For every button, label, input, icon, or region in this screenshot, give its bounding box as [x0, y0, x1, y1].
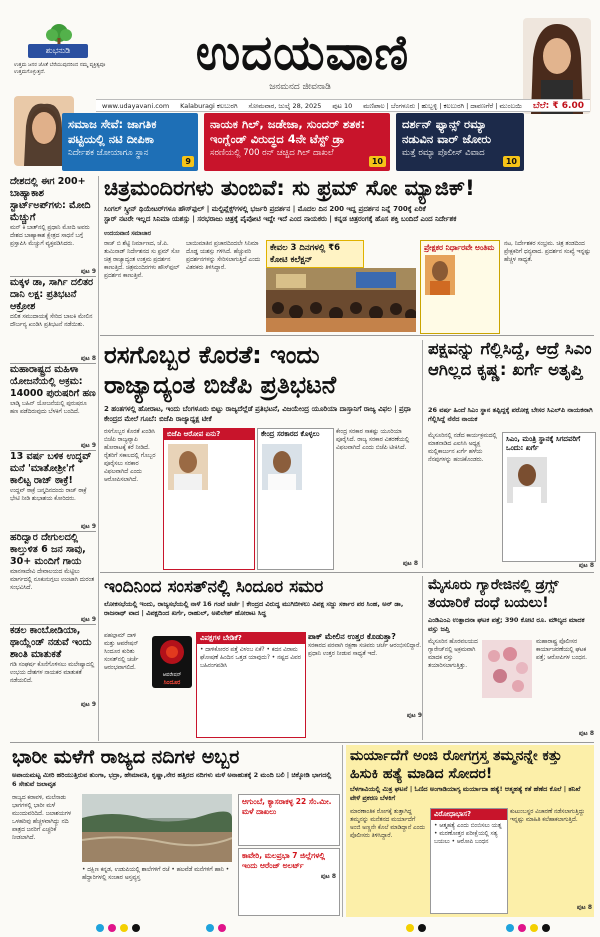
lead-body: ಕೇಂದ್ರ ಸರಕಾರ ಸಾಕಷ್ಟು ಯೂರಿಯಾ ಪೂರೈಸಿದೆ. ರಾಜ್ಯ ಸರಕಾರ ವಿತರಣೆಯಲ್ಲಿ ವಿಫಲವಾಗಿದೆ ಎಂದು ಬಿಜೆಪಿ ಟೀಕಿಸಿದೆ.: [336, 429, 410, 451]
director-photo: [425, 255, 455, 295]
drugs-headline[interactable]: ಮೈಸೂರು ಗ್ಯಾರೇಜಿನಲ್ಲಿ ಡ್ರಗ್ಸ್ ತಯಾರಿಕೆ ದಂಧೆ ಬಯಲು!: [428, 577, 559, 611]
top-story-deck: [104, 204, 594, 224]
kharge-box: [502, 432, 596, 562]
page-badge: 10: [503, 156, 520, 167]
page-badge: 10: [369, 156, 386, 167]
honour-box: [430, 808, 508, 914]
rain-box-2: [238, 848, 340, 916]
strip-headline: ನಾಯಕ ಗಿಲ್, ಜಡೇಜಾ, ಸುಂದರ್ ಶತಕ: ಇಂಗ್ಲೆಂಡ್ ವಿರುದ್ಧದ 4ನೇ ಟೆಸ್ಟ್ ಡ್ರಾ: [210, 117, 366, 146]
brief-headline[interactable]: ಕಡಲ ಕಾಂಬೋಡಿಯಾ, ಥಾಯ್ಲೆಂಡ್ ನಡುವೆ ಇಂದು ಶಾಂತಿ ಮಾತುಕತೆ: [10, 625, 92, 660]
brief-body: ಮನ್ ಕಿ ಬಾತ್‌ನಲ್ಲಿ ಪ್ರಧಾನಿ ಮೋದಿ ಅವರು ದೇಶದ ಬಾಹ್ಯಾಕಾಶ ಕ್ಷೇತ್ರದ ಸಾಧನೆ ಬಗ್ಗೆ ಪ್ರಸ್ತಾಪಿಸಿ ಮೆಚ್ಚುಗೆ ವ್ಯಕ್ತಪಡಿಸಿದರು.: [10, 225, 90, 247]
rain-list: • ದಕ್ಷಿಣ ಕನ್ನಡ, ಉಡುಪಿಯಲ್ಲಿ ಶಾಲೆಗಳಿಗೆ ರಜೆ • ಹಲವೆಡೆ ಮನೆಗಳಿಗೆ ಹಾನಿ • ಹೆದ್ದಾರಿಗಳಲ್ಲಿ ಸಂಚಾರ ಅಸ್ತವ್ಯಸ್ತ: [82, 867, 230, 881]
strip-deepika[interactable]: [62, 113, 198, 171]
parliament-deck: ಲೋಕಸಭೆಯಲ್ಲಿ ಇಂದು, ರಾಜ್ಯಸಭೆಯಲ್ಲಿ ನಾಳೆ 16 ಗಂಟೆ ಚರ್ಚೆ | ಕೇಂದ್ರದ ವಿರುದ್ಧ ಮುಗಿಬೀಳಲು ವಿಪಕ್ಷ ಸಜ್ಜು ಸರ್ಕಾರ ಪರ ಸಿಂಹ, ಅನ್‌ ಡಾ, ರಾಜನಾಥ್ ವಾದ | ವಿಪಕ್ಷದಿಂದ ಖರ್ಗೆ, ರಾಹುಲ್, ಅಖಿಲೇಶ್ ಹೋರಾಟ ಸಿದ್ಧ: [104, 600, 404, 617]
parliament-box-body: ಸರಕಾರದ ಪರವಾಗಿ ರಕ್ಷಣಾ ಸಚಿವರು ಚರ್ಚೆ ಆರಂಭಿಸಲಿದ್ದಾರೆ. ಪ್ರಧಾನಿ ಉತ್ತರ ನೀಡುವ ಸಾಧ್ಯತೆ ಇದೆ.: [308, 643, 422, 657]
collection-box: [266, 240, 364, 268]
honour-body: ಮಾರಣಾಂತಿಕ ರೋಗಕ್ಕೆ ತುತ್ತಾಗಿದ್ದ ತಮ್ಮನನ್ನು ಮನೆತನದ ಮರ್ಯಾದೆಗೆ ಅಂಜಿ ಅಣ್ಣನೇ ಕೊಲೆ ಮಾಡಿದ್ದಾನೆ ಎಂದು ಪೊಲೀಸರು ತಿಳಿಸಿದ್ದಾರೆ.: [350, 809, 425, 839]
logo-badge: ಶುಭನುಡಿ: [28, 44, 88, 58]
brief-body: ದಲಿತ ಸಮುದಾಯಕ್ಕೆ ಸೇರಿದ ಬಾಲಕಿ ಮೇಲಿನ ದೌರ್ಜನ್ಯ ಖಂಡಿಸಿ ಪ್ರತಿಭಟನೆ ನಡೆಯಿತು.: [10, 314, 93, 328]
logo-text: ಸಿಂದೂರ: [163, 679, 181, 686]
page-ref: ಪುಟ 9: [80, 616, 96, 623]
lead-deck: 2 ಹಂತಗಳಲ್ಲಿ ಹೋರಾಟ, ಇಂದು ಬೆಂಗಳೂರು ಬಿಟ್ಟು ರಾಜ್ಯದೆಲ್ಲೆಡೆ ಪ್ರತಿಭಟನೆ, ವಿಜಯೇಂದ್ರ ಯೂರಿಯಾ ದಾಸ್ತಾನಿಗೆ ರಾಜ್ಯ ವಿಫಲ | ಪ್ರಧಾ ಕೇಂದ್ರದ ಮೇಲೆ ಗೂಬೆ: ಬಿಜೆಪಿ ರಾಜ್ಯಾಧ್ಯಕ್ಷ ಟೀಕೆ: [104, 405, 411, 423]
operation-sindoor-logo: [152, 636, 192, 688]
drugs-body: ಮಹಾರಾಷ್ಟ್ರ ಪೊಲೀಸರ ಕಾರ್ಯಾಚರಣೆಯಲ್ಲಿ ಘಟಕ ಪತ್ತೆ; ಆರೋಪಿಗಳ ಬಂಧನ.: [536, 639, 587, 661]
strip-ramya[interactable]: [396, 113, 524, 171]
brief-headline[interactable]: ಹರಿದ್ವಾರ ದೇಗುಲದಲ್ಲಿ ಕಾಲ್ತುಳಿತ 6 ಜನ ಸಾವು, 30+ ಮಂದಿಗೆ ಗಾಯ: [10, 532, 86, 567]
edition-label: Kalaburagi ಕಲಬುರಗಿ: [180, 102, 238, 110]
theatre-crowd-photo: [266, 268, 416, 332]
page-ref: ಪುಟ 9: [80, 442, 96, 449]
strip-sub: ಮತ್ತೆ ರಮ್ಯಾ ಪೊಲೀಸ್ ವಿವಾದ: [402, 148, 485, 158]
top-story-headline[interactable]: ಚಿತ್ರಮಂದಿರಗಳು ತುಂಬಿವೆ: ಸು ಫ್ರಮ್ ಸೋ ಮ್ಯಾಜಿಕ್!: [104, 176, 475, 200]
logo-note: ಉತ್ತಮ ಜನರ ಜೊತೆ ಬೆರೆಯುವುದರಿಂದ ನಮ್ಮ ವ್ಯಕ್ತಿತ್ವವೂ ಉತ್ತಮಗೊಳ್ಳುತ್ತದೆ.: [14, 62, 106, 75]
lead-headline-line2: ರಾಜ್ಯಾದ್ಯಂತ ಬಿಜೆಪಿ ಪ್ರತಿಭಟನೆ: [104, 371, 337, 399]
honour-deck: ಬೆಳಗಾವಿಯಲ್ಲಿ ಮಿತ್ರ ಘಟನೆ | ಓಣಿದ ಅಂಗಾಡಿಯಾಗ್ಯ ಮರ್ಯಾದಾ ಹತ್ಯೆ! ಆತ್ಮಹತ್ಯೆ ಕತೆ ಹೆಣೆದ ಕೊಲೆ | ತನಿಖೆ ವೇಳೆ ಪ್ರಕರಣ ಬೆಳಕಿಗೆ: [350, 785, 581, 802]
page-ref: ಪುಟ 9: [406, 712, 422, 719]
page-ref: ಪುಟ 8: [578, 562, 594, 569]
honour-headline[interactable]: ಮರ್ಯಾದೆಗೆ ಅಂಜಿ ರೋಗಗ್ರಸ್ತ ತಮ್ಮನನ್ನೇ ಕತ್ತು ಹಿಸುಕಿ ಹತ್ಯೆ ಮಾಡಿದ ಸೋದರ!: [350, 748, 562, 782]
brief-headline[interactable]: ಮಕ್ಕಳ ಡಾ, ಸಾರ್ಗಿ ದಲಿತರ ದಾನಿ ಲಕ್ಷ: ಪ್ರತಿಭಟನೆ ಆಕ್ರೋಶ: [10, 277, 94, 312]
date-label: ಸೋಮವಾರ, ಜುಲೈ 28, 2025: [248, 102, 322, 110]
drugs-body: ಮೈಸೂರಿನ ಹೊರವಲಯದ ಗ್ಯಾರೇಜ್‌ನಲ್ಲಿ ಅಕ್ರಮವಾಗಿ ಮಾದಕ ವಸ್ತು ತಯಾರಿಸಲಾಗುತ್ತಿತ್ತು.: [428, 639, 478, 669]
brief-body: ಗಡಿ ಸಂಘರ್ಷ ಕೊನೆಗೊಳಿಸಲು ಮಲೇಷ್ಯಾದಲ್ಲಿ ಉಭಯ ದೇಶಗಳ ನಾಯಕರ ಮಾತುಕತೆ ನಡೆಯಲಿದೆ.: [10, 662, 95, 684]
brief-body: ಮಾನಸಾದೇವಿ ದೇವಾಲಯದ ಮೆಟ್ಟಿಲು ಮಾರ್ಗದಲ್ಲಿ ನೂಕುನುಗ್ಗಲು ಉಂಟಾಗಿ ದುರಂತ ಸಂಭವಿಸಿದೆ.: [10, 569, 95, 591]
strip-sub: ಸರಣಿಯಲ್ಲಿ 700 ರನ್ ಚಚ್ಚಿದ ಗಿಲ್ ದಾಖಲೆ: [210, 148, 334, 158]
parliament-body: ಪಹಲ್ಗಾಮ್ ದಾಳಿ ಮತ್ತು ಆಪರೇಷನ್ ಸಿಂದೂರ ಕುರಿತು ಸಂಸತ್‌ನಲ್ಲಿ ಚರ್ಚೆ ಆರಂಭವಾಗಲಿದೆ.: [104, 633, 139, 671]
collection-title: ಕೇವಲ 3 ದಿನಗಳಲ್ಲಿ ₹6 ಕೋಟಿ ಕಲೆಕ್ಷನ್: [270, 243, 341, 265]
page-ref: ಪುಟ 8: [80, 355, 96, 362]
lead-body: ರಸಗೊಬ್ಬರ ಕೊರತೆ ಖಂಡಿಸಿ ಬಿಜೆಪಿ ರಾಜ್ಯವ್ಯಾಪಿ ಹೋರಾಟಕ್ಕೆ ಕರೆ ನೀಡಿದೆ. ರೈತರಿಗೆ ಸಕಾಲದಲ್ಲಿ ಗೊಬ್ಬರ ಪೂರೈಸಲು ಸರಕಾರ ವಿಫಲವಾಗಿದೆ ಎಂದು ಆರೋಪಿಸಲಾಗಿದೆ.: [104, 429, 156, 483]
page-ref: ಪುಟ 8: [320, 873, 336, 880]
quote-box: [420, 240, 500, 334]
page-count: ಪುಟ 10: [332, 102, 353, 110]
quote-title: ಪ್ರೇಕ್ಷಕರ ನಿರ್ಧಾರವೇ ಅಂತಿಮ: [424, 243, 495, 252]
strip-sub: ನಿರ್ದೇಶಕ ಜೋಯಾಗೂ ಸ್ಥಾನ: [68, 148, 149, 158]
site-url[interactable]: www.udayavani.com: [102, 102, 170, 110]
price-label: ಬೆಲೆ: ₹ 6.00: [532, 101, 584, 111]
logo-text: ಆಪರೇಷನ್: [162, 672, 182, 678]
kharge-box-title: ಸಿಎಂ, ಮಂತ್ರಿ ಸ್ಥಾನಕ್ಕೆ ಸಿಗದವರಿಗೆ ಒಂದು: ಖರ್ಗೆ: [506, 435, 581, 452]
vijayendra-photo: [168, 444, 208, 490]
top-story-byline: ಉದಯವಾಣಿ ಸಮಾಚಾರ: [104, 231, 151, 237]
registration-marks: [90, 918, 550, 928]
kharge-body: ಮೈಸೂರಿನಲ್ಲಿ ನಡೆದ ಕಾರ್ಯಕ್ರಮದಲ್ಲಿ ಮಾತನಾಡಿದ ಎಐಸಿಸಿ ಅಧ್ಯಕ್ಷ ಮಲ್ಲಿಕಾರ್ಜುನ ಖರ್ಗೆ ಹಳೆಯ ನೆನಪುಗಳನ್ನು ಹಂಚಿಕೊಂಡರು.: [428, 433, 497, 463]
flood-photo: [82, 794, 232, 862]
page-ref: ಪುಟ 8: [578, 730, 594, 737]
strip-cricket[interactable]: [204, 113, 390, 171]
honour-box-title: ವಿರೋಧಾಭಾಸ?: [431, 809, 507, 820]
honour-box-body: • ಆತ್ಮಹತ್ಯೆ ಎಂದು ಬಿಂಬಿಸಲು ಯತ್ನ • ಮರಣೋತ್ತರ ಪರೀಕ್ಷೆಯಲ್ಲಿ ಸತ್ಯ ಬಯಲು • ಆರೋಪಿ ಬಂಧನ: [434, 823, 502, 845]
parliament-box-2: [308, 632, 422, 736]
lead-headline-line1: ರಸಗೊಬ್ಬರ ಕೊರತೆ: ಇಂದು: [104, 341, 320, 369]
rain-body: ರಾಜ್ಯದ ಕರಾವಳಿ, ಮಲೆನಾಡು ಭಾಗಗಳಲ್ಲಿ ಭಾರೀ ಮಳೆ ಮುಂದುವರಿದಿದೆ. ಜಲಾಶಯಗಳ ಒಳಹರಿವು ಹೆಚ್ಚಳವಾಗಿದ್ದು ನದಿ ಪಾತ್ರದ ಜನರಿಗೆ ಎಚ್ಚರಿಕೆ ನೀಡಲಾಗಿದೆ.: [12, 795, 72, 841]
drugs-photo: [482, 640, 532, 698]
parliament-box-body: • ದಾಳಿಕೋರರ ಪತ್ತೆ ವಿಳಂಬ ಏಕೆ? • ಕದನ ವಿರಾಮ ಘೋಷಣೆ ಹಿಂದಿನ ಒತ್ತಡ ಯಾವುದು? • ನಷ್ಟದ ವಿವರ ಬಹಿರಂಗಪಡಿಸಿ: [200, 647, 301, 669]
lead-box-title: ಕೇಂದ್ರ ಸರಕಾರದ ಕೊಳ್ಳಲು: [261, 430, 320, 438]
masthead-tagline: ಜನಮನದ ಜೀವನಾಡಿ: [269, 82, 331, 92]
lead-headline[interactable]: [104, 340, 419, 400]
masthead-title: ಉದಯವಾಣಿ: [195, 25, 410, 81]
honour-body: ಕುಟುಂಬಸ್ಥರ ವಿಚಾರಣೆ ನಡೆಸಲಾಗುತ್ತಿದ್ದು ಇನ್ನಷ್ಟು ಮಾಹಿತಿ ಕಲೆಹಾಕಲಾಗುತ್ತಿದೆ.: [510, 809, 585, 823]
rain-box-1: [238, 794, 340, 846]
right-top-body: ನಟ, ನಿರ್ದೇಶಕರ ಸಂಭ್ರಮ. ಚಿತ್ರ ತಂಡದಿಂದ ಪ್ರೇಕ್ಷಕರಿಗೆ ಧನ್ಯವಾದ. ಪ್ರದರ್ಶನ ಸಂಖ್ಯೆ ಇನ್ನಷ್ಟು ಹೆಚ್ಚಳ ಸಾಧ್ಯತೆ.: [504, 241, 591, 263]
brief-headline[interactable]: ಮಹಾರಾಷ್ಟ್ರದ ಮಹಿಳಾ ಯೋಜನೆಯಲ್ಲಿ ಅಕ್ರಮ: 14000 ಪುರುಷರಿಗೆ ಹಣ: [10, 364, 96, 399]
deck-line: ಸಿಂಗಲ್ ಸ್ಕ್ರೀನ್ ಥಿಯೇಟರ್‌ಗಳೂ ಹೌಸ್‌ಫುಲ್ | ಮಲ್ಟಿಪ್ಲೆಕ್ಸ್‌ಗಳಲ್ಲಿ ಭರ್ಜರಿ ಪ್ರದರ್ಶನ | ಮೊದಲ ದಿನ 200 ಇದ್ದ ಪ್ರದರ್ಶನ ನಿನ್ನೆ 700ಕ್ಕೆ ಏರಿಕೆ: [104, 205, 426, 213]
lead-box-1: [163, 428, 255, 570]
kharge-deck: 26 ವರ್ಷ ಹಿಂದೆ ಸಿಎಂ ಸ್ಥಾನ ತಪ್ಪಿದ್ದಕ್ಕೆ ಪರೋಕ್ಷ ಬೇಸರ ಸಿಎಲ್‌ಪಿ ನಾಯಕನಾಗಿ ಗೆಲ್ಲಿಸಿದ್ದೆ ನೆನೆದ ನಾಯಕ: [428, 406, 593, 423]
parliament-box-1: [196, 632, 306, 738]
page-ref: ಪುಟ 8: [402, 560, 418, 567]
rain-box-title: ಕಾವೇರಿ, ಮಲಪ್ರಭಾ 7 ಜಿಲ್ಲೆಗಳಲ್ಲಿ ಇಂದು ಆರೆಂಜ್ ಅಲರ್ಟ್: [242, 851, 325, 870]
leader-photo: [262, 444, 302, 490]
parliament-box-title: ವಿಪಕ್ಷಗಳ ಬೇಡಿಕೆ?: [197, 633, 305, 644]
page-ref: ಪುಟ 9: [80, 523, 96, 530]
top-story-body: ರಾಜ್ ಬಿ ಶೆಟ್ಟಿ ನಿರ್ಮಾಣದ, ಜೆ.ಪಿ. ತುಮಿನಾಡ್ ನಿರ್ದೇಶನದ ಸು ಫ್ರಮ್ ಸೋ ಚಿತ್ರ ರಾಜ್ಯಾದ್ಯಂತ ಉತ್ತಮ ಪ್ರದರ್ಶನ ಕಾಣುತ್ತಿದೆ. ಚಿತ್ರಮಂದಿರಗಳು ಹೌಸ್‌ಫುಲ್ ಪ್ರದರ್ಶನ ಕಾಣುತ್ತಿವೆ.: [104, 241, 180, 279]
top-story-body: ಬಾಯಿಮಾತಿನ ಪ್ರಚಾರದಿಂದಲೇ ಸಿನಿಮಾ ದೊಡ್ಡ ಯಶಸ್ಸು ಗಳಿಸಿದೆ. ಹೆಚ್ಚುವರಿ ಪ್ರದರ್ಶನಗಳನ್ನು ಸೇರಿಸಲಾಗುತ್ತಿದೆ ಎಂದು ವಿತರಕರು ತಿಳಿಸಿದ್ದಾರೆ.: [186, 241, 261, 271]
parliament-box-title: ಪಾಕ್ ಮೇಲಿನ ಉತ್ತರ ಕೊಡುತ್ತಾ?: [308, 632, 396, 641]
brief-body: ಲಾಡ್ಕಿ ಬಹಿನ್ ಯೋಜನೆಯಲ್ಲಿ ಪುರುಷರೂ ಹಣ ಪಡೆದಿರುವುದು ಬೆಳಕಿಗೆ ಬಂದಿದೆ.: [10, 401, 87, 415]
kharge-headline[interactable]: ಪಕ್ಷವನ್ನು ಗೆಲ್ಲಿಸಿದ್ದೆ, ಆದ್ರೆ ಸಿಎಂ ಆಗಿಲ್ಲದ ಕೃಷ್ಣ: ಖರ್ಗೆ ಅತೃಪ್ತಿ: [428, 339, 592, 379]
brief-headline[interactable]: 13 ವರ್ಷ ಬಳಿಕ ಉದ್ಧವ್ ಮನೆ 'ಮಾತೋಶ್ರೀ'ಗೆ ಕಾಲಿಟ್ಟ ರಾಜ್ ಠಾಕ್ರೆ!: [10, 451, 92, 486]
rain-deck: ಅಪಾಯಮಟ್ಟ ಮೀರಿ ಹರಿಯುತ್ತಿರುವ ತುಂಗಾ, ಭದ್ರಾ, ಹೇಮಾವತಿ, ಕೃಷ್ಣಾ,ನೇರ ಹತ್ತಿರದ ನದಿಗಳು ಮಳೆ ಅನಾಹುತಕ್ಕೆ 2 ಮಂದಿ ಬಲಿ | ಚಿಕ್ಕೋಡಿ ಭಾಗದಲ್ಲಿ 6 ಸೇತುವೆ ಜಲಾವೃತ: [12, 771, 332, 788]
info-bar: [96, 99, 590, 112]
rain-headline[interactable]: ಭಾರೀ ಮಳೆಗೆ ರಾಜ್ಯದ ನದಿಗಳ ಅಬ್ಬರ: [12, 746, 240, 768]
brief-headline[interactable]: ದೇಶದಲ್ಲಿ ಈಗ 200+ ಬಾಹ್ಯಾಕಾಶ ಸ್ಟಾರ್ಟ್‌ಅಪ್‌ಗಳು: ಮೋದಿ ಮೆಚ್ಚುಗೆ: [10, 176, 91, 223]
deck-line: ಸ್ಟಾರ್ ನಟರೇ ಇಲ್ಲದ ಸಿನಿಮಾ ಯಶಸ್ಸು | ಸರಭರಾಜು ಚಿತ್ರಕ್ಕೆ ಪೈಪೋಟಿ ಇದ್ದೇ ಇದೆ ಎಂದ ನಾಯಕರು | ಕನ್ನಡ ಚಿತ್ರರಂಗಕ್ಕೆ ಹೊಸ ಶಕ್ತಿ ಬಂದಿದೆ ಎಂದ ನಿರ್ದೇಶಕ: [104, 215, 457, 223]
parliament-headline[interactable]: ಇಂದಿನಿಂದ ಸಂಸತ್‌ನಲ್ಲಿ ಸಿಂದೂರ ಸಮರ: [104, 577, 324, 597]
page-ref: ಪುಟ 9: [80, 701, 96, 708]
strip-headline: ದರ್ಶನ್ ಫ್ಯಾನ್ಸ್ ರಮ್ಯಾ ನಡುವಿನ ವಾರ್ ಜೋರು: [402, 117, 492, 146]
page-badge: 9: [182, 156, 194, 167]
city-list: ಮಣಿಪಾಲ | ಬೆಂಗಳೂರು | ಹುಬ್ಬಳ್ಳಿ | ಕಲಬುರಗಿ | ದಾವಣಗೆರೆ | ಮುಂಬಯಿ: [363, 102, 523, 110]
rain-box-title: ಆಗುಂಬೆ, ಕ್ಯಾಸರಾಕಳ್ಳ 22 ಸೆಂ.ಮೀ. ಮಳೆ ದಾಖಲು: [242, 797, 332, 816]
drugs-deck: ಎಂಡಿಎಂಎ ಉತ್ಪಾದನಾ ಘಟಕ ಪತ್ತೆ; 390 ಕೋಟಿ ರೂ. ಮೌಲ್ಯದ ಮಾದಕ ವಸ್ತು ಜಪ್ತಿ: [428, 616, 585, 633]
kharge-photo: [507, 457, 547, 503]
page-ref: ಪುಟ 9: [80, 268, 96, 275]
left-column: [10, 176, 96, 741]
lead-box-2: [257, 428, 334, 570]
brief-body: ಉದ್ಧವ್ ಠಾಕ್ರೆ ಜನ್ಮದಿನದಂದು ರಾಜ್ ಠಾಕ್ರೆ ಭೇಟಿ ನೀಡಿ ಶುಭಾಶಯ ಕೋರಿದರು.: [10, 488, 87, 502]
lead-box-title: ಬಿಜೆಪಿ ಆರೋಪ ಏನು?: [164, 429, 254, 440]
strip-headline: ಸಮಾಜ ಸೇವೆ: ಜಾಗತಿಕ ಪಟ್ಟಿಯಲ್ಲಿ ನಟಿ ದೀಪಿಕಾ: [68, 117, 157, 146]
page-ref: ಪುಟ 8: [576, 904, 592, 911]
